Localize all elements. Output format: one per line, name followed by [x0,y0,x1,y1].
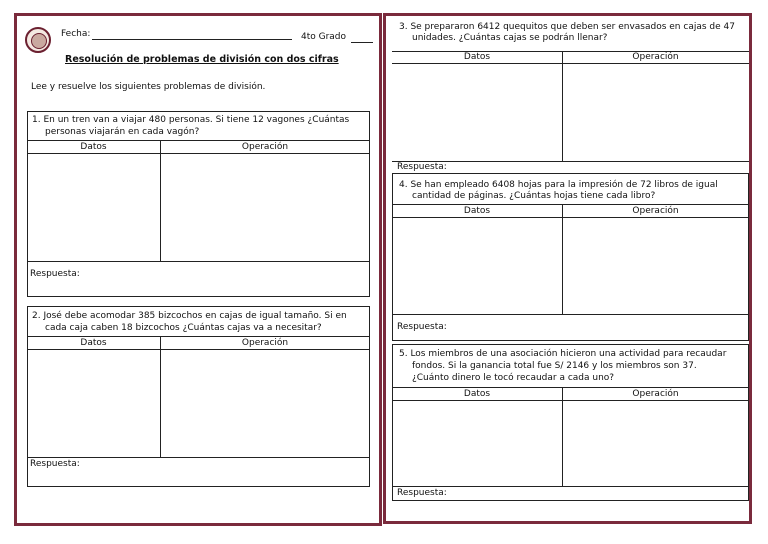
operacion-header: Operación [241,142,289,152]
problem-3-text: 3. Se prepararon 6412 quequitos que deben ser envasados en cajas de 47 [399,22,735,32]
problem-2-text: 2. José debe acomodar 385 bizcochos en cajas de igual tamaño. Si en [32,311,347,321]
problem-5-text-3: ¿Cuánto dinero le tocó recaudar a cada uno? [412,373,615,383]
respuesta-label: Respuesta: [397,162,447,172]
datos-header: Datos [463,52,491,62]
operacion-header: Operación [241,338,289,348]
respuesta-label: Respuesta: [397,488,447,498]
page-title: Resolución de problemas de división con dos cifras [65,54,339,65]
problem-5-text-2: fondos. Si la ganancia total fue S/ 2146 y los miembros son 37. [412,361,697,371]
respuesta-label: Respuesta: [397,322,447,332]
problem-1-text: 1. En un tren van a viajar 480 personas. Si tiene 12 vagones ¿Cuántas [32,115,350,125]
fecha-label: Fecha: [61,29,91,39]
fecha-line [92,39,292,40]
datos-header: Datos [463,389,491,399]
left-page [14,13,382,526]
respuesta-label: Respuesta: [30,459,80,469]
instructions: Lee y resuelve los siguientes problemas de división. [31,82,266,92]
problem-4-text: 4. Se han empleado 6408 hojas para la impresión de 72 libros de igual [399,180,718,190]
grado-line [351,42,373,43]
grado-label: 4to Grado [301,32,347,42]
problem-3-text-2: unidades. ¿Cuántas cajas se podrán llenar? [412,33,608,43]
problem-1-text-2: personas viajarán en cada vagón? [45,127,200,137]
datos-header: Datos [463,206,491,216]
operacion-header: Operación [632,389,679,399]
right-page [383,13,752,524]
datos-header: Datos [80,338,107,348]
problem-5-text: 5. Los miembros de una asociación hicieron una actividad para recaudar [399,349,727,359]
problem-2-text-2: cada caja caben 18 bizcochos ¿Cuántas cajas va a necesitar? [45,323,322,333]
respuesta-label: Respuesta: [30,269,80,279]
problem-4-text-2: cantidad de páginas. ¿Cuántas hojas tiene cada libro? [412,191,656,201]
operacion-header: Operación [632,206,679,216]
datos-header: Datos [80,142,107,152]
school-logo-icon [25,27,51,53]
operacion-header: Operación [632,52,679,62]
